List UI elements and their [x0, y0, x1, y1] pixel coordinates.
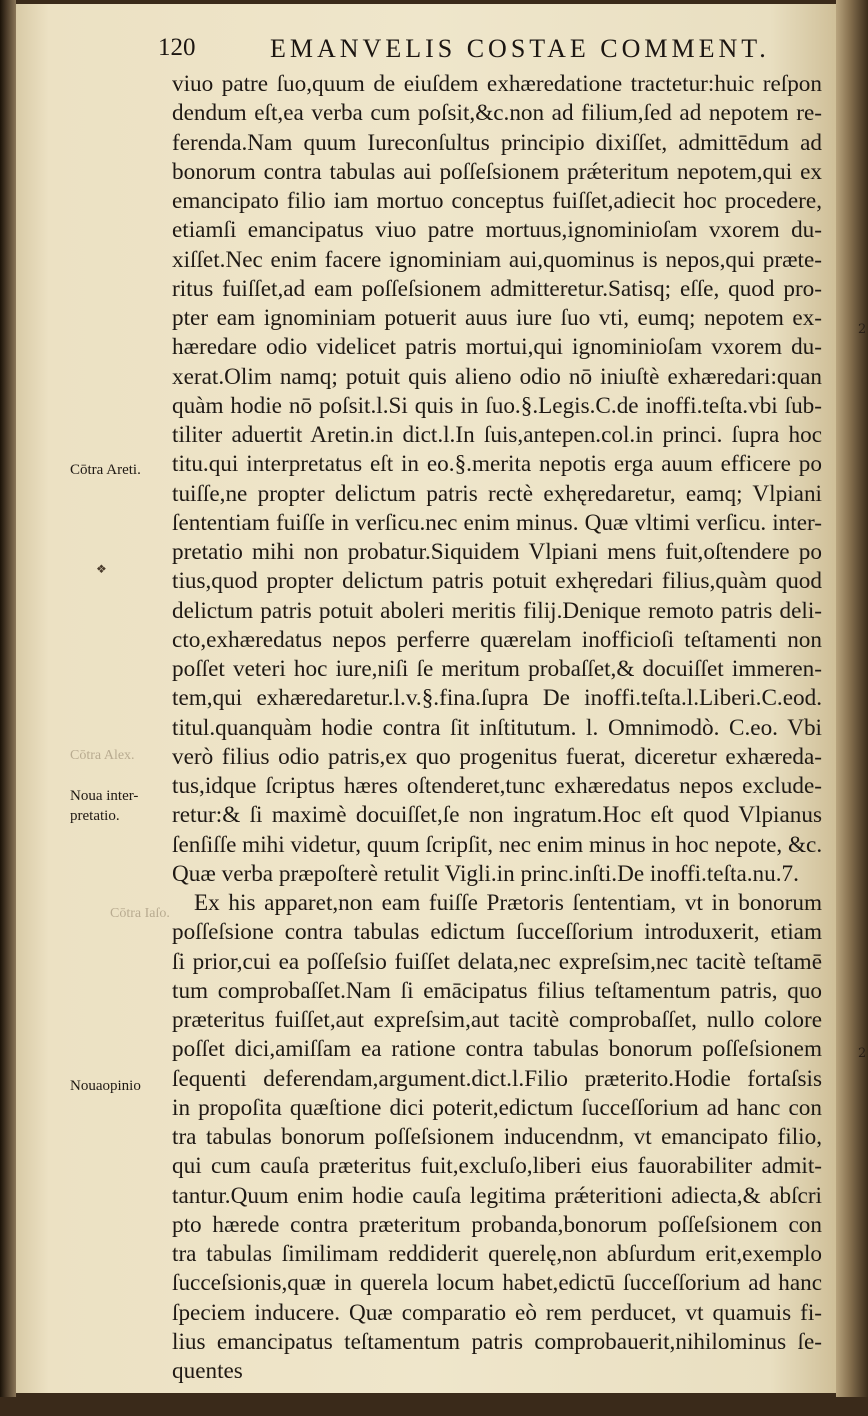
text-line: hæredare odio videlicet patris mortui,qui ignominioſam vxorem du- [172, 334, 822, 361]
text-line: tiliter aduertit Aretin.in dict.l.In ſuis,antepen.col.in princi. ſupra hoc [172, 422, 822, 448]
text-line: in propoſita quæſtione dici poterit,edictum ſucceſſorium ad hanc con [172, 1094, 822, 1121]
text-line: ſpeciem inducere. Quæ comparatio eò rem perducet, vt quamuis fi- [172, 1299, 822, 1326]
text-line: tra tabulas ſimilimam reddiderit querelę,non abſurdum erit,exemplo [172, 1241, 822, 1267]
text-line: bonorum contra tabulas aui poſſeſsionem prǽteritum nepotem,qui ex [172, 158, 822, 185]
text-line: dendum eſt,ea verba cum poſsit,&c.non ad filium,ſed ad nepotem re- [172, 100, 822, 127]
text-line: ſententiam fuiſſe in verſicu.nec enim minus. Quæ vltimi verſicu. inter- [172, 509, 822, 536]
page-number: 120 [158, 34, 196, 61]
edge-page-number: 2 [858, 1046, 867, 1061]
text-line: retur:& ſi maximè docuiſſet,ſe non ingratum.Hoc eſt quod Vlpianus [172, 802, 822, 829]
text-line: tra tabulas bonorum poſſeſsionem inducendnm, vt emancipato filio, [172, 1124, 822, 1150]
text-line: viuo patre ſuo,quum de eiuſdem exhæredatione tractetur:huic reſpon [172, 71, 822, 97]
margin-note-line: pretatio. [70, 808, 120, 824]
text-line: lius emancipatus teſtamentum patris comprobauerit,nihilominus ſe- [172, 1328, 822, 1355]
page-header [158, 32, 798, 66]
text-line: verò filius odio patris,ex quo progenitus fuerat, diceretur exhæreda- [172, 743, 822, 770]
text-line: ſi prior,cui ea poſſeſsio fuiſſet delata,nec expreſsim,nec tacitè teſtamē [172, 948, 822, 975]
text-line: xiſſet.Nec enim facere ignominiam aui,quominus is nepos,qui præte- [172, 246, 822, 273]
text-line: poſſet dici,amiſſam ea ratione contra tabulas bonorum poſſeſsionem [172, 1036, 822, 1063]
text-line: delictum patris potuit aboleri meritis filij.Denique remoto patris deli- [172, 597, 822, 624]
text-line: præteritus fuiſſet,aut expreſsim,aut tacitè comprobaſſet, nullo colore [172, 1007, 822, 1033]
text-line: tum comprobaſſet.Nam ſi emācipatus filius teſtamentum patris, quo [172, 977, 822, 1004]
text-line: tus,idque ſcriptus hæres oſtenderet,tunc exhæredatus nepos exclude- [172, 773, 822, 799]
text-line: titu.qui interpretatus eſt in eo.§.merita nepotis erga auum efficere po [172, 451, 822, 478]
text-line: ferenda.Nam quum Iureconſultus principio dixiſſet, admittēdum ad [172, 129, 822, 156]
printers-ornament: ❖ [96, 562, 107, 576]
text-line: pter eam ignominiam potuerit auus iure ſuo vti, eumq; nepotem ex- [172, 305, 822, 331]
text-line: tantur.Quum enim hodie cauſa legitima prǽteritioni adiecta,& abſcri [172, 1182, 822, 1209]
running-title: EMANVELIS COSTAE COMMENT. [270, 34, 770, 63]
text-line: xerat.Olim namq; potuit quis alieno odio nō iniuſtè exhæredari:quan [172, 363, 822, 390]
text-line: titul.quanquàm hodie contra ſit inſtitutum. l. Omnimodò. C.eo. Vbi [172, 714, 822, 741]
text-line: Quæ verba præpoſterè retulit Vigli.in princ.inſti.De inoffi.teſta.nu.7. [172, 860, 799, 887]
faded-margin-note: Cōtra Alex. [70, 748, 135, 763]
text-line: quentes [172, 1358, 243, 1384]
text-line: ſenſiſſe mihi videtur, quum ſcripſit, nec enim minus in hoc nepote, &c. [172, 831, 822, 858]
margin-note-line: Noua inter- [70, 788, 139, 804]
text-line: poſſet veteri hoc iure,niſi ſe meritum probaſſet,& docuiſſet immeren- [172, 656, 822, 682]
text-line: Ex his apparet,non eam fuiſſe Prætoris ſententiam, vt in bonorum [194, 890, 822, 916]
margin-note-noua-interpretatio [70, 786, 170, 826]
text-line: tem,qui exhæredaretur.l.v.§.fina.ſupra De inoffi.teſta.l.Liberi.C.eod. [172, 685, 822, 712]
text-line: poſſeſsione contra tabulas edictum ſucceſſorium introduxerit, etiam [172, 919, 822, 946]
body-text [172, 70, 822, 1416]
right-page-edge [836, 0, 868, 1397]
text-line: pretatio mihi non probatur.Siquidem Vlpiani mens fuit,oſtendere po [172, 539, 822, 565]
left-page-edge [0, 0, 16, 1397]
text-line: emancipato filio iam mortuo conceptus fuiſſet,adiecit hoc procedere, [172, 188, 822, 214]
faded-margin-note: Cōtra Iaſo. [110, 906, 170, 921]
catchword [172, 1386, 822, 1415]
edge-page-number: 2 [858, 322, 867, 337]
text-line: cto,exhæredatus nepos perferre quærelam inofficioſi teſtamenti non [172, 626, 822, 653]
text-line: qui cum cauſa præteritus fuit,excluſo,liberi eius fauorabiliter admit- [172, 1153, 822, 1180]
text-line: pto hærede contra præteritum probanda,bonorum poſſeſsionem con [172, 1211, 822, 1238]
text-line: ritus fuiſſet,ad eam poſſeſsionem admitteretur.Satisq; eſſe, quod pro- [172, 275, 822, 302]
text-line: tuiſſe,ne propter delictum patris rectè exhęredaretur, eamq; Vlpiani [172, 480, 822, 507]
text-line: tius,quod propter delictum patris potuit exhęredari filius,quàm quod [172, 568, 822, 595]
text-line: etiamſi emancipatus viuo patre mortuus,ignominioſam vxorem du- [172, 217, 822, 244]
text-line: ſequenti deferendam,argument.dict.l.Filio præterito.Hodie fortaſsis [172, 1065, 822, 1092]
margin-note-noua-opinio: Nouaopinio [70, 1078, 141, 1094]
text-line: ſucceſsionis,quæ in querela locum habet,edictū ſucceſſorium ad hanc [172, 1270, 822, 1297]
text-line: quàm hodie nō poſsit.l.Si quis in ſuo.§.Legis.C.de inoffi.teſta.vbi ſub- [172, 392, 822, 419]
margin-note-contra-aretinum: Cōtra Areti. [70, 462, 141, 478]
